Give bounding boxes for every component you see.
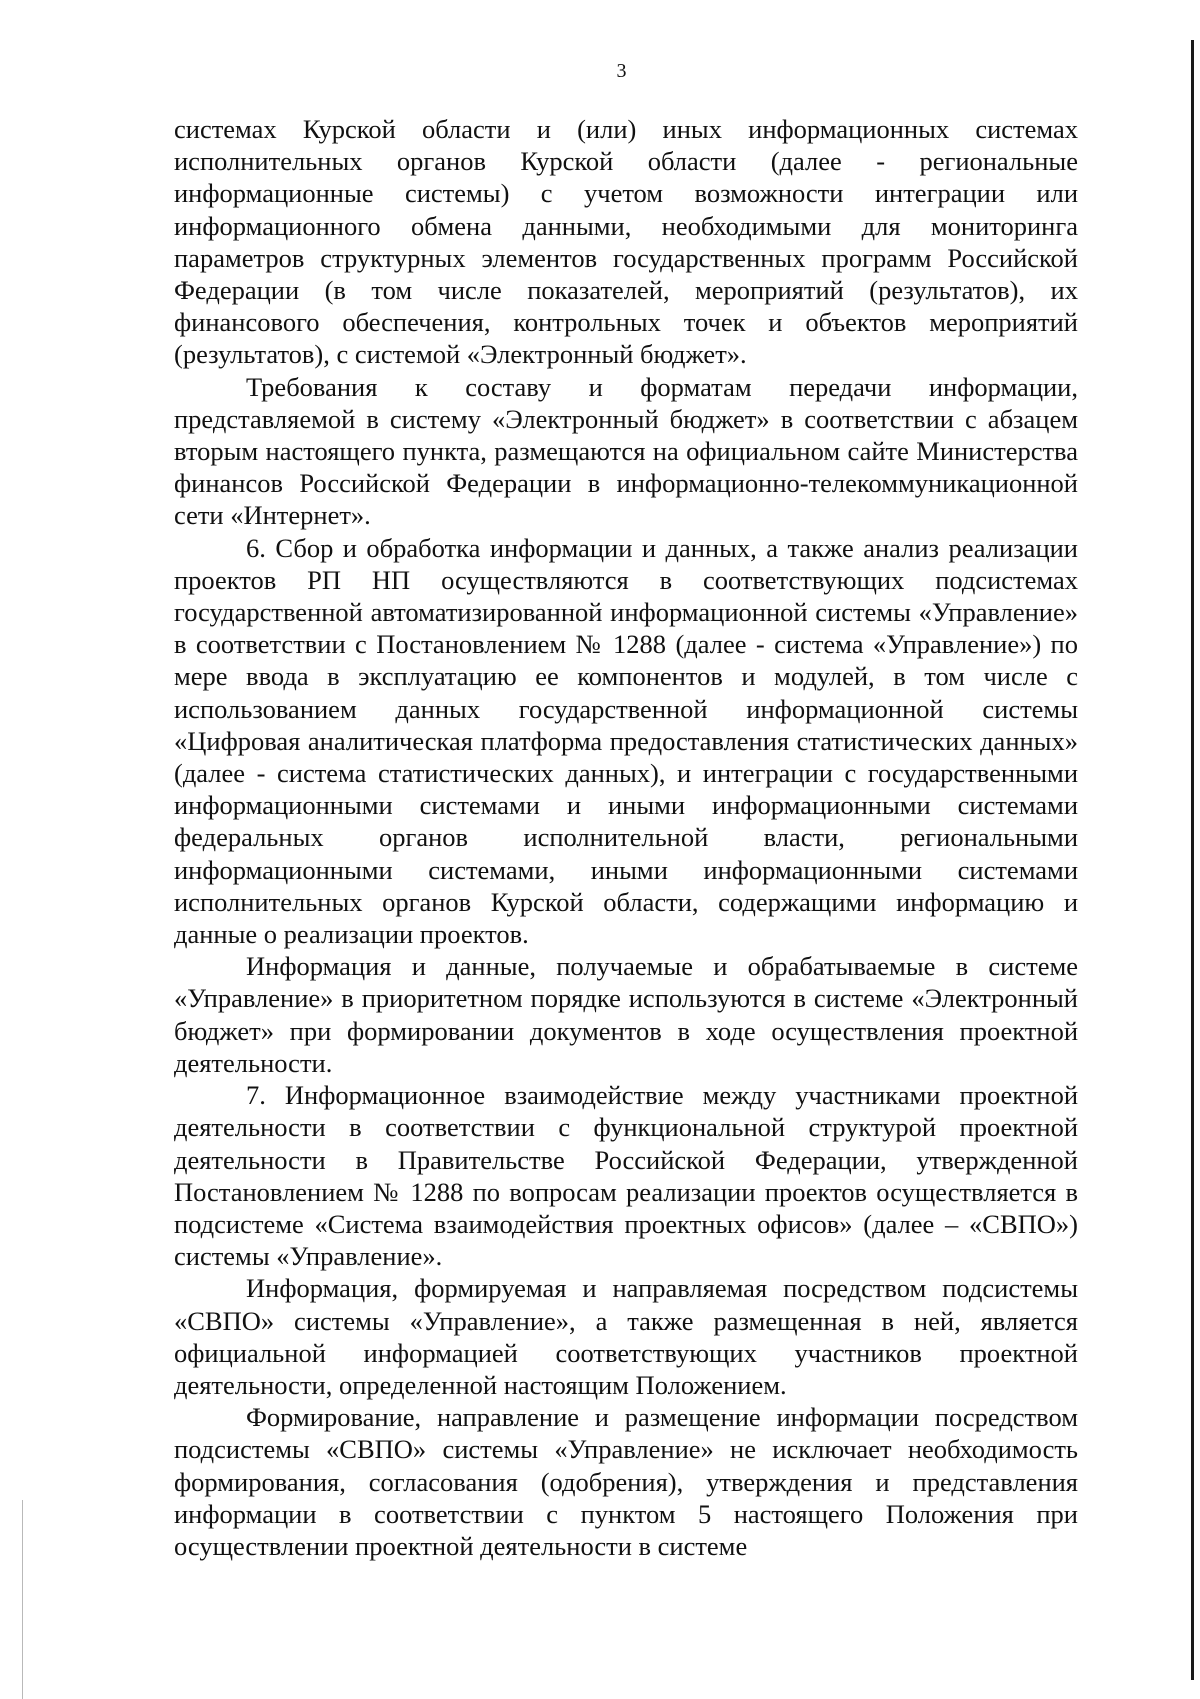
paragraph: Информация и данные, получаемые и обрабатываемые в системе «Управление» в приоритетном порядке используются в системе «Электронный бюджет» при формировании документов в ходе осуществления проектной деятельности. [174, 951, 1078, 1078]
paragraph: Информация, формируемая и направляемая посредством подсистемы «СВПО» системы «Управление», а также размещенная в ней, является официальной информацией соответствующих участников проектной деятельности, определенной настоящим Положением. [174, 1273, 1078, 1400]
paragraph: 6. Сбор и обработка информации и данных, а также анализ реализации проектов РП НП осуществляются в соответствующих подсистемах государственной автоматизированной информационной системы «Управление» в соответствии с Постановлением № 1288 (далее - система «Управление») по мере ввода в эксплуатацию ее компонентов и модулей, в том числе с использованием данных государственной информационной системы «Цифровая аналитическая платформа предоставления статистических данных» (далее - система статистических данных), и интеграции с государственными информационными системами и иными информационными системами федеральных органов исполнительной власти, региональными информационными системами, иными информационными системами исполнительных органов Курской области, содержащими информацию и данные о реализации проектов. [174, 532, 1078, 950]
paragraph: системах Курской области и (или) иных информационных системах исполнительных органов Курской области (далее - региональные информационные системы) с учетом возможности интеграции или информационного обмена данными, необходимыми для мониторинга параметров структурных элементов государственных программ Российской Федерации (в том числе показателей, мероприятий (результатов), их финансового обеспечения, контрольных точек и объектов мероприятий (результатов), с системой «Электронный бюджет». [174, 114, 1078, 370]
page-number: 3 [616, 60, 627, 82]
paragraph: Формирование, направление и размещение информации посредством подсистемы «СВПО» системы «Управление» не исключает необходимость формирования, согласования (одобрения), утверждения и представления информации в соответствии с пунктом 5 настоящего Положения при осуществлении проектной деятельности в системе [174, 1402, 1078, 1561]
paragraph: 7. Информационное взаимодействие между участниками проектной деятельности в соответствии с функциональной структурой проектной деятельности в Правительстве Российской Федерации, утвержденной Постановлением № 1288 по вопросам реализации проектов осуществляется в подсистеме «Система взаимодействия проектных офисов» (далее – «СВПО») системы «Управление». [174, 1080, 1078, 1272]
paragraph: Требования к составу и форматам передачи информации, представляемой в систему «Электронный бюджет» в соответствии с абзацем вторым настоящего пункта, размещаются на официальном сайте Министерства финансов Российской Федерации в информационно-телекоммуникационной сети «Интернет». [174, 371, 1078, 531]
document-body [174, 113, 1078, 1562]
scan-edge [1191, 40, 1194, 1680]
scan-edge [22, 1500, 23, 1699]
